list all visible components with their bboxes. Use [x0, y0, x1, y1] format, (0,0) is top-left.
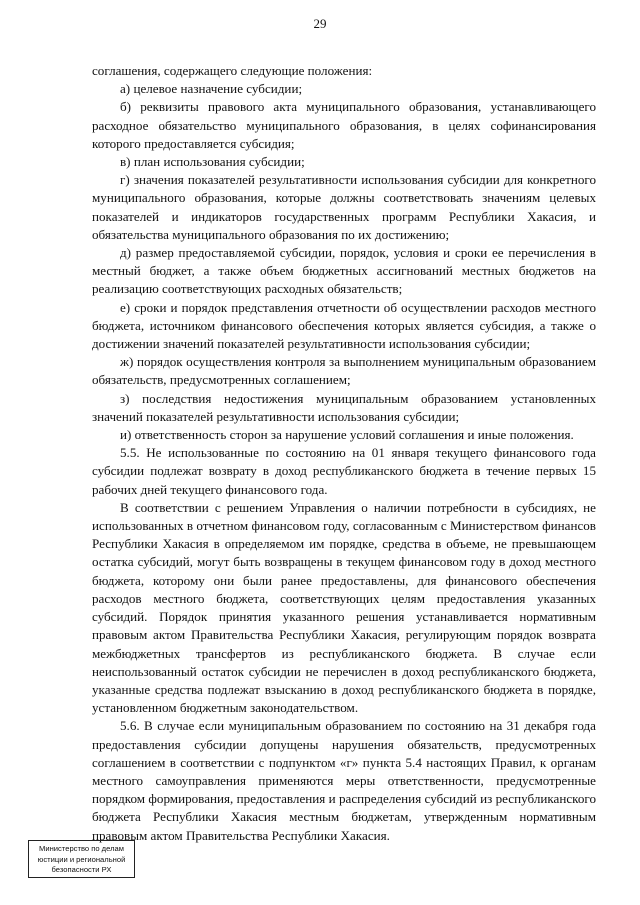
page-number: 29	[313, 16, 327, 31]
stamp-line: юстиции и региональной	[37, 854, 126, 864]
document-body	[92, 62, 596, 845]
list-item-d: д) размер предоставляемой субсидии, порядок, условия и сроки ее перечисления в местный бюджет, а также объем бюджетных ассигнований местных бюджетов на реализацию соответствующих расходных обязательств;	[92, 245, 596, 297]
list-item-z: з) последствия недостижения муниципальным образованием установленных значений показателей результативности использования субсидии;	[92, 390, 596, 424]
stamp-line: Министерство по делам	[39, 844, 124, 853]
list-item-v: в) план использования субсидии;	[120, 154, 305, 170]
ministry-stamp	[28, 840, 135, 878]
stamp-line: безопасности РХ	[51, 865, 112, 874]
clause-5-5-continued: В соответствии с решением Управления о наличии потребности в субсидиях, не использованных в отчетном финансовом году, согласованным с Министерством финансов Республики Хакасия в определяемом им порядке, средства в объеме, не превышающем остатка субсидий, могут быть возвращены в текущем финансовом году в доход местного бюджета, которому они были ранее предоставлены, для финансового обеспечения расходов местного бюджета, соответствующих целям предоставления указанных субсидий. Порядок принятия указанного решения устанавливается нормативным правовым актом Правительства Республики Хакасия, регулирующим порядок возврата межбюджетных трансфертов из республиканского бюджета. В случае если неиспользованный остаток субсидии не перечислен в доход республиканского бюджета, указанные средства подлежат взысканию в доход республиканского бюджета в порядке, установленном бюджетным законодательством.	[92, 499, 596, 716]
clause-5-6: 5.6. В случае если муниципальным образованием по состоянию на 31 декабря года предоставления субсидии допущены нарушения обязательств, предусмотренных соглашением в соответствии с подпунктом «г» пункта 5.4 настоящих Правил, к органам местного самоуправления применяются меры ответственности, предусмотренные порядком формирования, предоставления и распределения субсидий из республиканского бюджета Республики Хакасия местным бюджетам, утвержденным нормативным правовым актом Правительства Республики Хакасия.	[92, 718, 596, 843]
list-item-e: е) сроки и порядок представления отчетности об осуществлении расходов местного бюджета, источником финансового обеспечения которых является субсидия, а также о достижении значений показателей результативности использования субсидии;	[92, 299, 596, 352]
list-item-g: г) значения показателей результативности использования субсидии для конкретного муниципального образования, которые должны соответствовать значениям целевых показателей и индикаторов государственных программ Республики Хакасия, и обязательства муниципального образования по их достижению;	[92, 172, 596, 242]
list-item-zh: ж) порядок осуществления контроля за выполнением муниципальным образованием обязательств, предусмотренных соглашением;	[92, 354, 596, 388]
list-item-i: и) ответственность сторон за нарушение условий соглашения и иные положения.	[120, 427, 574, 443]
clause-5-5: 5.5. Не использованные по состоянию на 01 января текущего финансового года субсидии подлежат возврату в доход республиканского бюджета в течение первых 15 рабочих дней текущего финансового года.	[92, 445, 596, 497]
list-item-b: б) реквизиты правового акта муниципального образования, устанавливающего расходное обязательство муниципального образования, в целях софинансирования которого предоставляется субсидия;	[92, 99, 596, 151]
paragraph-continuation: соглашения, содержащего следующие положения:	[92, 63, 373, 78]
list-item-a: а) целевое назначение субсидии;	[120, 81, 303, 97]
